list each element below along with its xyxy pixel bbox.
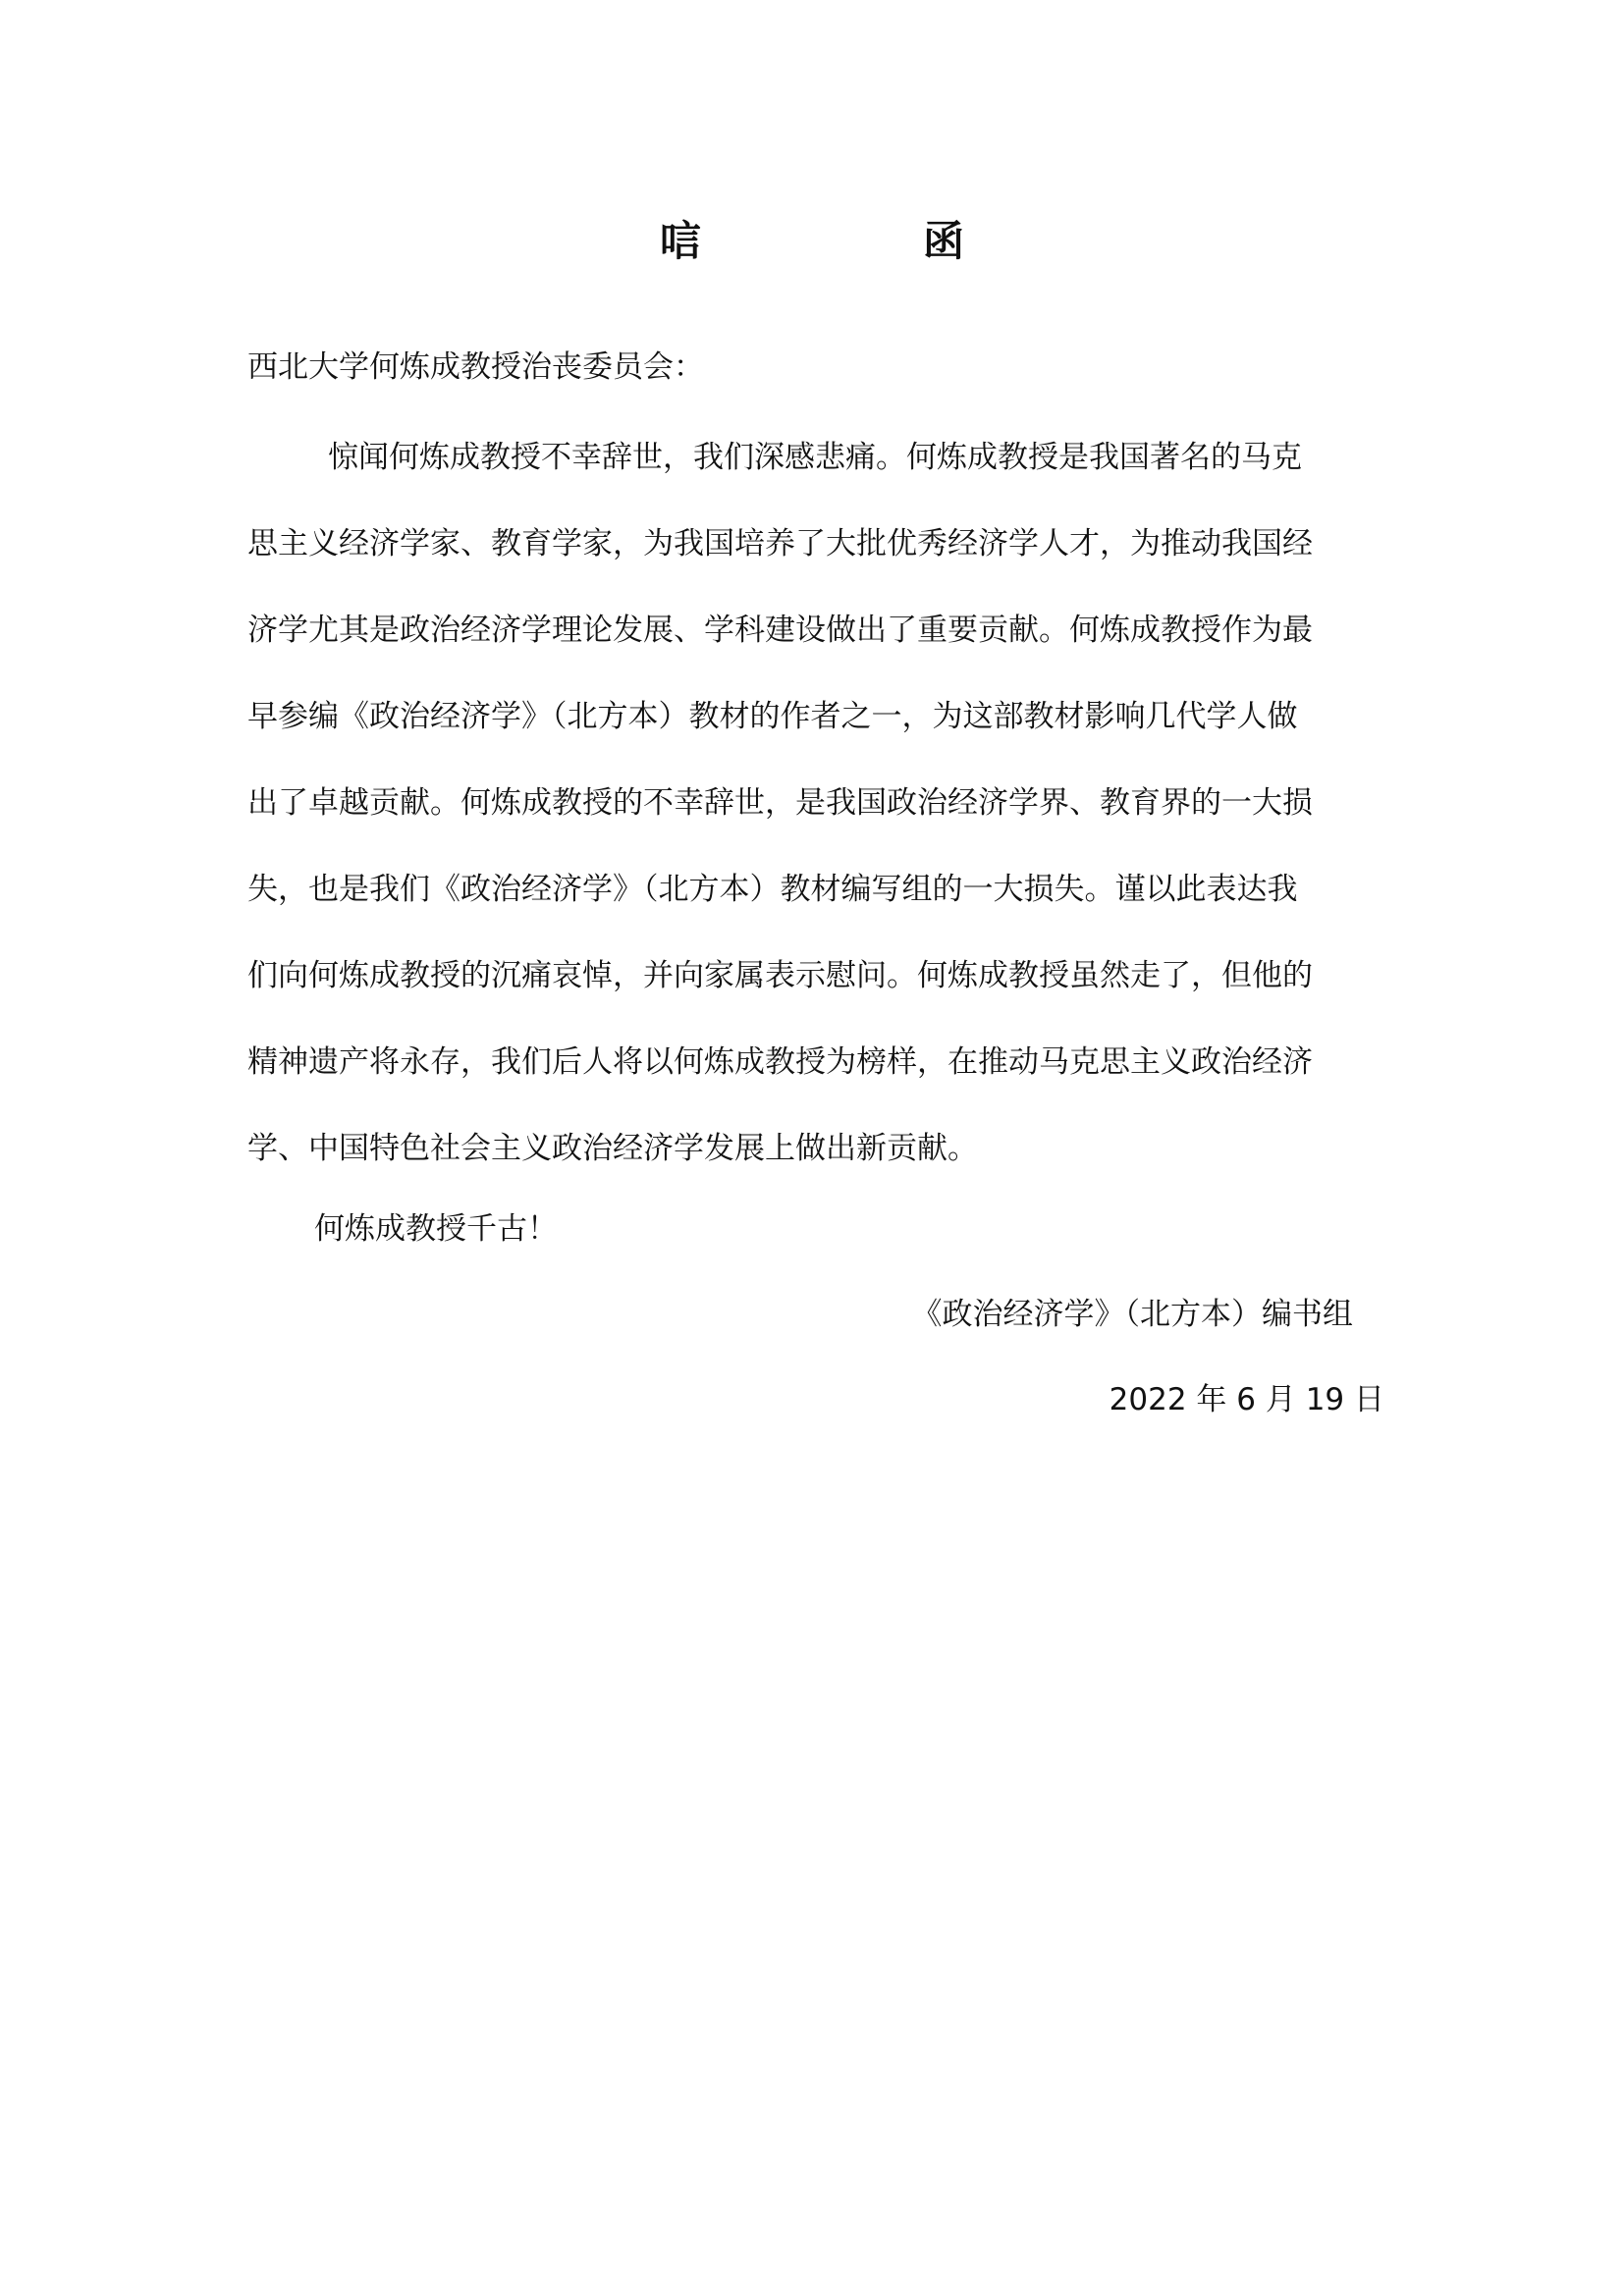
body-line: 精神遗产将永存，我们后人将以何炼成教授为榜样，在推动马克思主义政治经济 xyxy=(247,1044,1313,1080)
body-line: 思主义经济学家、教育学家，为我国培养了大批优秀经济学人才，为推动我国经 xyxy=(247,526,1313,561)
letter-date: 2022 年 6 月 19 日 xyxy=(1109,1382,1384,1417)
letter-body xyxy=(247,426,1386,1203)
closing-line: 何炼成教授千古！ xyxy=(314,1211,558,1247)
body-line: 济学尤其是政治经济学理论发展、学科建设做出了重要贡献。何炼成教授作为最 xyxy=(247,613,1313,648)
body-line: 失，也是我们《政治经济学》（北方本）教材编写组的一大损失。谨以此表达我 xyxy=(247,872,1298,907)
salutation: 西北大学何炼成教授治丧委员会： xyxy=(247,349,704,385)
letter-title: 唁 函 xyxy=(659,217,1055,265)
body-line: 出了卓越贡献。何炼成教授的不幸辞世，是我国政治经济学界、教育界的一大损 xyxy=(247,785,1313,821)
body-line: 学、中国特色社会主义政治经济学发展上做出新贡献。 xyxy=(247,1131,978,1166)
signature: 《政治经济学》（北方本）编书组 xyxy=(911,1297,1353,1332)
body-line: 早参编《政治经济学》（北方本）教材的作者之一，为这部教材影响几代学人做 xyxy=(247,699,1298,734)
body-line: 们向何炼成教授的沉痛哀悼，并向家属表示慰问。何炼成教授虽然走了，但他的 xyxy=(247,958,1313,993)
body-line: 惊闻何炼成教授不幸辞世，我们深感悲痛。何炼成教授是我国著名的马克 xyxy=(328,440,1302,475)
